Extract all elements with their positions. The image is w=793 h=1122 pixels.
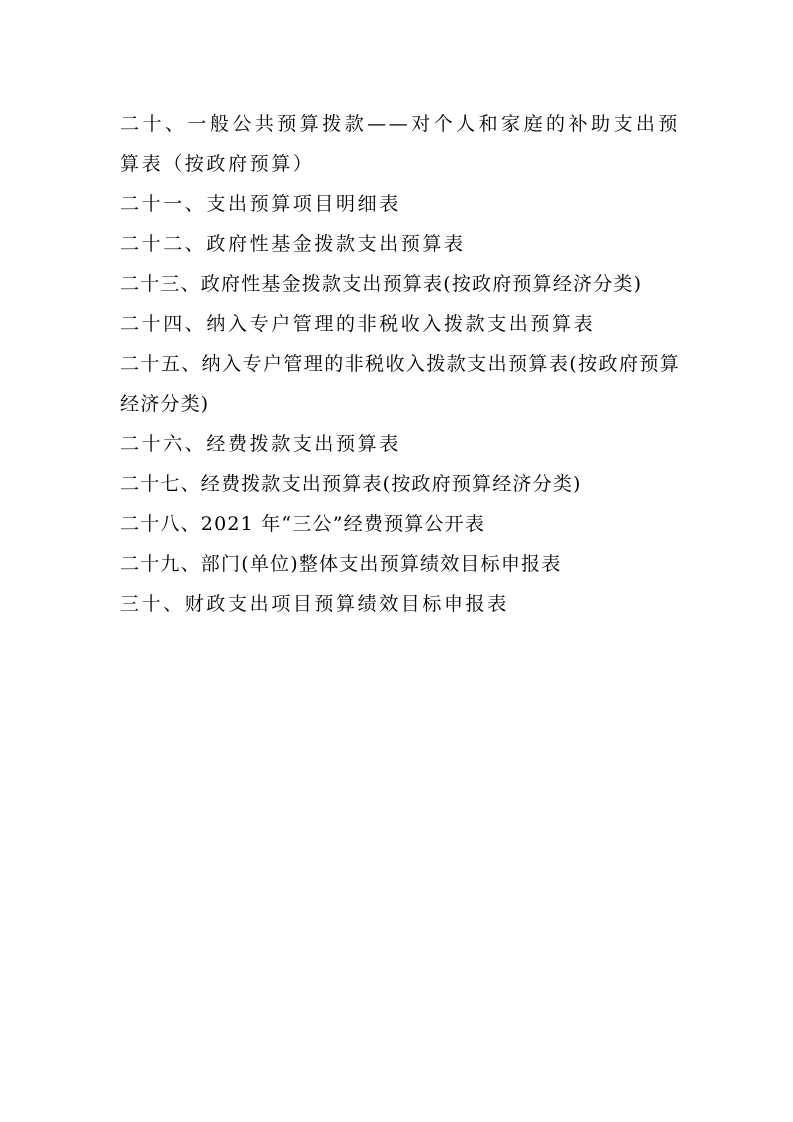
toc-item-25: 二十五、纳入专户管理的非税收入拨款支出预算表(按政府预算经济分类) <box>120 353 680 415</box>
table-of-contents <box>120 104 680 624</box>
toc-item-22: 二十二、政府性基金拨款支出预算表 <box>120 233 466 255</box>
toc-item-30: 三十、财政支出项目预算绩效目标申报表 <box>120 593 509 615</box>
toc-item-28: 二十八、2021 年“三公”经费预算公开表 <box>120 513 486 535</box>
toc-item-21: 二十一、支出预算项目明细表 <box>120 193 401 215</box>
toc-item-20: 二十、一般公共预算拨款——对个人和家庭的补助支出预算表（按政府预算） <box>120 113 680 175</box>
toc-item-26: 二十六、经费拨款支出预算表 <box>120 433 401 455</box>
toc-item-27: 二十七、经费拨款支出预算表(按政府预算经济分类) <box>120 473 582 495</box>
toc-item-29: 二十九、部门(单位)整体支出预算绩效目标申报表 <box>120 553 562 575</box>
toc-item-24: 二十四、纳入专户管理的非税收入拨款支出预算表 <box>120 313 596 335</box>
toc-item-23: 二十三、政府性基金拨款支出预算表(按政府预算经济分类) <box>120 273 643 295</box>
